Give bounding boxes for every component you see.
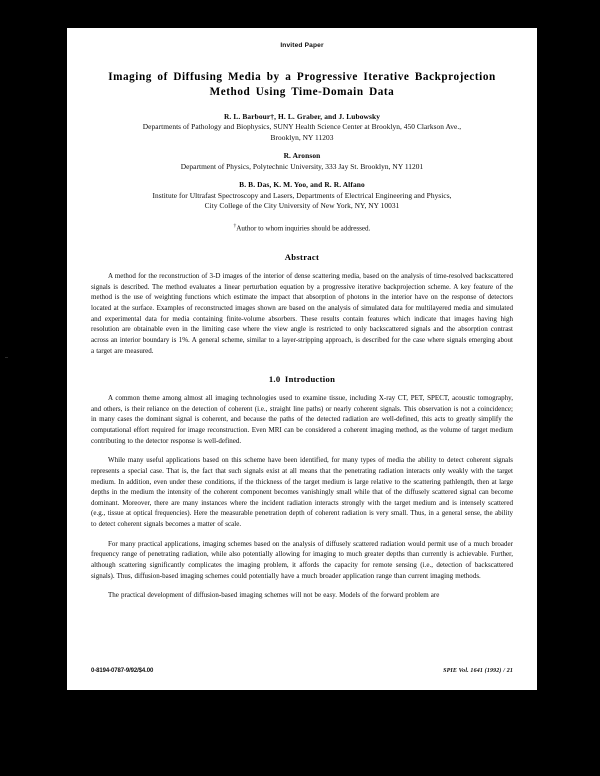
invited-paper-label: Invited Paper bbox=[280, 42, 324, 49]
abstract-paragraph: A method for the reconstruction of 3-D images of the interior of dense scattering media, based on the analysis of time-resolved backscattered signals is described. The method evaluates a linear perturbation equation by a progressive iterative backprojection scheme. A key feature of the method is the use of weighting functions which estimate the impact that absorption of photons in the interior have on the response of detectors located at the surface. Examples of reconstructed images shown are based on the analysis of simulated data for multilayered media and simulated and experimental data for media containing finite-volume absorbers. These results contain features which indicate that images having high resolution are obtainable even in the limiting case where the view angle is restricted to only backscattered signals and the absorption contrast across an interior boundary is 1%. A general scheme, similar to a layer-stripping approach, is described for the case where signals emerging about a target are measured. bbox=[91, 272, 513, 355]
volume-citation: SPIE Vol. 1641 (1992) / 21 bbox=[443, 668, 513, 674]
spacer bbox=[91, 143, 513, 151]
correspondence-footnote bbox=[91, 223, 513, 234]
affiliation-3-line-1: Institute for Ultrafast Spectroscopy and Lasers, Departments of Electrical Engineering and Physics, bbox=[152, 190, 452, 200]
body-paragraph-1: A common theme among almost all imaging technologies used to examine tissue, including X-ray CT, PET, SPECT, acoustic tomography, and others, is their reliance on the detection of coherent (i.e., straight line paths) or nearly coherent signals. This observation is not a coincidence; in many cases the dominant signal is coherent, and because the paths of the detected radiation are well-defined, this acts to greatly simplify the computational effort required for image reconstruction. Even MRI can be considered a coherent imaging method, as the volume of target medium contributing to the detector response is well-defined. bbox=[91, 394, 513, 445]
affiliation-1-line-2: Brooklyn, NY 11203 bbox=[270, 132, 334, 142]
author-list-1: R. L. Barbour†, H. L. Graber, and J. Lubowsky bbox=[223, 111, 381, 121]
correspondence-marker: † bbox=[233, 222, 237, 229]
page-title-line-1: Imaging of Diffusing Media by a Progressive Iterative Backprojection bbox=[108, 71, 496, 83]
author-list-2: R. Aronson bbox=[283, 151, 321, 161]
page-title-line-2: Method Using Time-Domain Data bbox=[209, 85, 395, 98]
abstract-heading: Abstract bbox=[284, 252, 320, 263]
scan-speck bbox=[5, 357, 8, 358]
paper-page bbox=[67, 28, 537, 690]
affiliation-2-line-1: Department of Physics, Polytechnic University, 333 Jay St. Brooklyn, NY 11201 bbox=[180, 161, 424, 171]
affiliation-3-line-2: City College of the City University of New York, NY, NY 10031 bbox=[204, 201, 400, 211]
affiliation-1-line-1: Departments of Pathology and Biophysics, SUNY Health Science Center at Brooklyn, 450 Clarkson Ave., bbox=[142, 122, 462, 132]
introduction-heading: 1.0 Introduction bbox=[268, 374, 336, 385]
body-paragraph-2: While many useful applications based on this scheme have been identified, for many types of media the ability to detect coherent signals represents a special case. That is, the fact that such signals exist at all means that the penetrating radiation interacts only weakly with the target medium. In addition, even under these conditions, if the thickness of the target medium is large relative to the scattering pathlength, then at large depths in the medium the intensity of the coherent component becomes vanishingly small while that of the diffusely scattered signal can become dominant. Moreover, there are many instances where the incident radiation interacts strongly with the target medium and is intensely scattered (e.g., tissue at optical frequencies). Here the measurable penetration depth of coherent radiation is very small. Thus, in a general sense, the ability to detect coherent signals becomes a matter of scale. bbox=[91, 456, 513, 529]
author-list-3: B. B. Das, K. M. Yoo, and R. R. Alfano bbox=[239, 180, 365, 190]
spacer bbox=[91, 172, 513, 180]
body-paragraph-4: The practical development of diffusion-based imaging schemes will not be easy. Models of the forward problem are bbox=[108, 591, 440, 600]
page-content bbox=[67, 28, 537, 690]
copyright-code: 0-8194-0787-9/92/$4.00 bbox=[91, 668, 154, 674]
page-title bbox=[91, 70, 513, 100]
page-footer bbox=[91, 668, 513, 674]
body-paragraph-3: For many practical applications, imaging schemes based on the analysis of diffusely scattered radiation would permit use of a much broader frequency range of penetrating radiation, while also potentially allowing for imaging to much greater depths than currently is achievable. Further, although scattering significantly complicates the imaging problem, it affords the capacity for remote sensing (i.e., detection of backscattered signals). Thus, diffusion-based imaging schemes could potentially have a much broader application range than current imaging methods. bbox=[91, 539, 513, 580]
correspondence-text: Author to whom inquiries should be addressed. bbox=[236, 224, 371, 233]
